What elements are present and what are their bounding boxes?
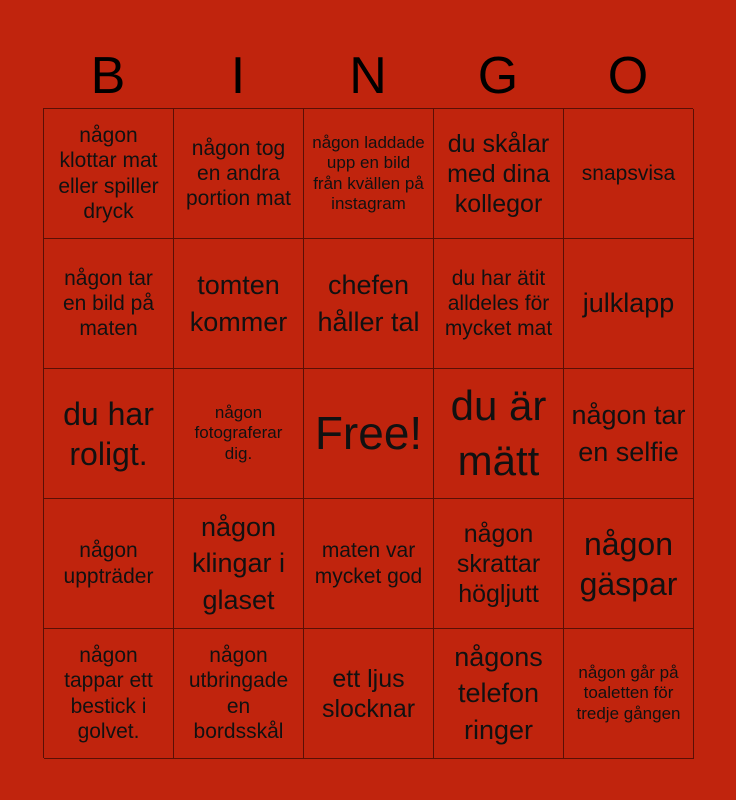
bingo-cell-r5c2[interactable]: någon utbringade en bordsskål bbox=[174, 629, 304, 759]
bingo-cell-r4c5[interactable]: någon gäspar bbox=[564, 499, 694, 629]
bingo-grid bbox=[43, 108, 693, 758]
header-letter-i: I bbox=[230, 47, 246, 105]
bingo-cell-r4c1[interactable]: någon uppträder bbox=[44, 499, 174, 629]
bingo-cell-r5c1[interactable]: någon tappar ett bestick i golvet. bbox=[44, 629, 174, 759]
bingo-cell-r5c3[interactable]: ett ljus slocknar bbox=[304, 629, 434, 759]
bingo-cell-r5c4[interactable]: någons telefon ringer bbox=[434, 629, 564, 759]
bingo-cell-free[interactable]: Free! bbox=[304, 369, 434, 499]
bingo-cell-r4c3[interactable]: maten var mycket god bbox=[304, 499, 434, 629]
bingo-cell-r5c5[interactable]: någon går på toaletten för tredje gången bbox=[564, 629, 694, 759]
bingo-cell-r2c1[interactable]: någon tar en bild på maten bbox=[44, 239, 174, 369]
bingo-cell-r3c1[interactable]: du har roligt. bbox=[44, 369, 174, 499]
bingo-cell-r1c2[interactable]: någon tog en andra portion mat bbox=[174, 109, 304, 239]
bingo-cell-r1c3[interactable]: någon laddade upp en bild från kvällen på instagram bbox=[304, 109, 434, 239]
bingo-cell-r2c4[interactable]: du har ätit alldeles för mycket mat bbox=[434, 239, 564, 369]
header-letter-n: N bbox=[349, 47, 387, 105]
bingo-cell-r4c2[interactable]: någon klingar i glaset bbox=[174, 499, 304, 629]
bingo-cell-r1c1[interactable]: någon klottar mat eller spiller dryck bbox=[44, 109, 174, 239]
header-letter-b: B bbox=[90, 47, 126, 105]
bingo-cell-r1c5[interactable]: snapsvisa bbox=[564, 109, 694, 239]
bingo-cell-r2c5[interactable]: julklapp bbox=[564, 239, 694, 369]
bingo-cell-r2c2[interactable]: tomten kommer bbox=[174, 239, 304, 369]
header-letter-o: O bbox=[607, 47, 649, 105]
bingo-cell-r1c4[interactable]: du skålar med dina kollegor bbox=[434, 109, 564, 239]
bingo-cell-r3c2[interactable]: någon fotograferar dig. bbox=[174, 369, 304, 499]
bingo-cell-r4c4[interactable]: någon skrattar högljutt bbox=[434, 499, 564, 629]
bingo-cell-r2c3[interactable]: chefen håller tal bbox=[304, 239, 434, 369]
header-letter-g: G bbox=[477, 47, 519, 105]
bingo-cell-r3c4[interactable]: du är mätt bbox=[434, 369, 564, 499]
bingo-cell-r3c5[interactable]: någon tar en selfie bbox=[564, 369, 694, 499]
bingo-header bbox=[43, 44, 693, 108]
